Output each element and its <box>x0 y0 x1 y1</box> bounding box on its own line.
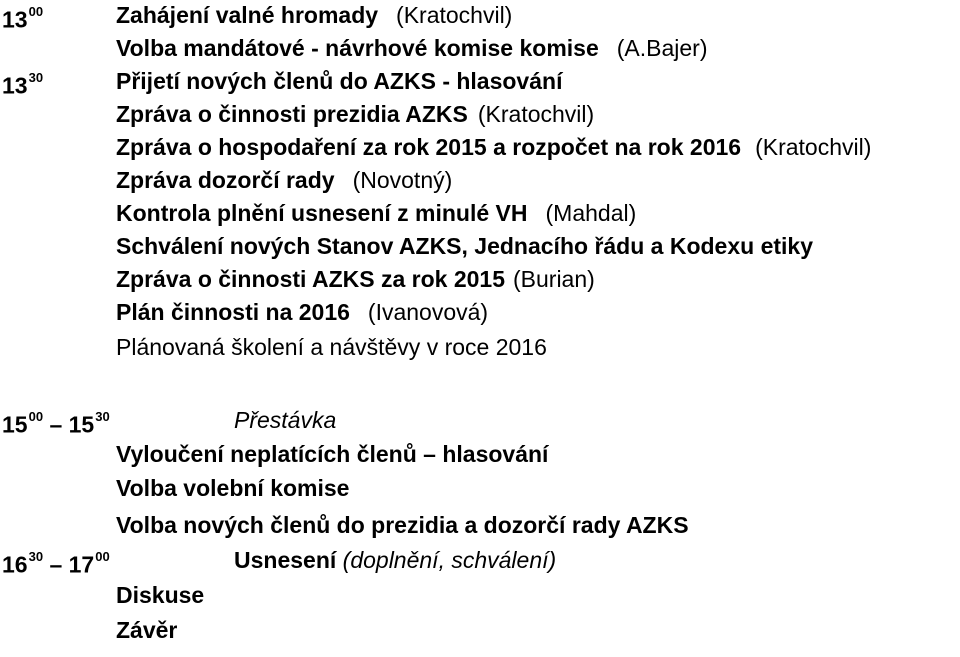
agenda-item <box>116 163 452 197</box>
item-title: Usnesení <box>234 547 337 573</box>
item-title: Schválení nových Stanov AZKS, Jednacího řádu a Kodexu etiky <box>116 233 814 259</box>
item-title: Plán činnosti na 2016 <box>116 299 350 325</box>
agenda-item <box>116 471 349 505</box>
item-title: Přestávka <box>234 407 337 433</box>
agenda-item <box>116 578 204 612</box>
item-title: Volba nových členů do prezidia a dozorčí rady AZKS <box>116 512 689 538</box>
agenda-item <box>116 31 708 65</box>
agenda-item <box>116 330 547 364</box>
item-title: Zpráva dozorčí rady <box>116 167 335 193</box>
agenda-item <box>116 97 594 131</box>
item-title: Zpráva o činnosti AZKS za rok 2015 <box>116 266 505 292</box>
item-title: Zpráva o hospodaření za rok 2015 a rozpočet na rok 2016 <box>116 134 742 160</box>
item-person: (Kratochvil) <box>755 134 872 160</box>
agenda-item <box>234 403 336 437</box>
time-range: $16^{30} - 17^{00}$ <box>2 549 110 578</box>
agenda-item <box>116 229 813 263</box>
item-title: Zpráva o činnosti prezidia AZKS <box>116 101 468 127</box>
item-title: Kontrola plnění usnesení z minulé VH <box>116 200 528 226</box>
time-range: $15^{00} - 15^{30}$ <box>2 409 110 438</box>
agenda-item <box>116 613 177 647</box>
item-person: (Ivanovová) <box>367 299 489 325</box>
agenda-item <box>116 196 636 230</box>
item-title: Diskuse <box>116 582 205 608</box>
time-label: $13^{30}$ <box>2 70 44 99</box>
item-title: Plánovaná školení a návštěvy v roce 2016 <box>116 334 547 360</box>
item-title: Volba mandátové - návrhové komise komise <box>116 35 599 61</box>
item-person: (Kratochvil) <box>396 2 513 28</box>
item-person: (Kratochvil) <box>477 101 595 127</box>
item-title: Vyloučení neplatících členů – hlasování <box>116 441 549 467</box>
agenda-item <box>116 295 488 329</box>
agenda-item <box>234 543 556 577</box>
item-person: (Burian) <box>513 266 595 292</box>
item-title: Zahájení valné hromady <box>116 2 379 28</box>
item-person: (Mahdal) <box>545 200 637 226</box>
item-title: Závěr <box>116 617 178 643</box>
agenda-item <box>116 64 562 98</box>
time-label: $13^{00}$ <box>2 4 44 33</box>
item-title: Volba volební komise <box>116 475 350 501</box>
item-person: (A.Bajer) <box>616 35 708 61</box>
agenda-item <box>116 0 512 32</box>
item-title: Přijetí nových členů do AZKS - hlasování <box>116 68 563 94</box>
agenda-item <box>116 508 689 542</box>
item-note: (doplnění, schválení) <box>342 547 557 573</box>
item-person: (Novotný) <box>352 167 453 193</box>
agenda-item <box>116 437 548 471</box>
agenda-item <box>116 262 595 296</box>
agenda-item <box>116 130 871 164</box>
